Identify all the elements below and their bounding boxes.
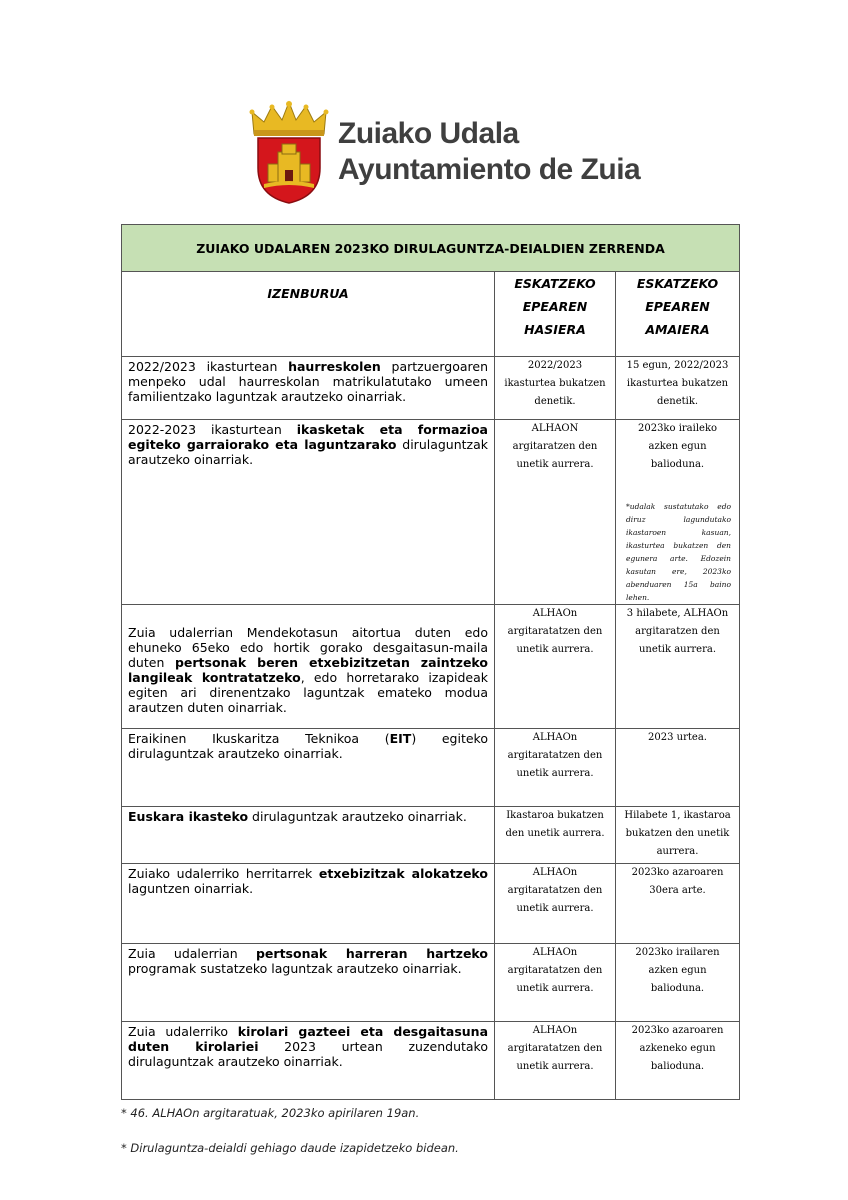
end-period: 3 hilabete, ALHAOn argitaratzen den unetik aurrera. (616, 605, 740, 729)
start-period: ALHAOn argitaratatzen den unetik aurrera. (495, 1022, 616, 1100)
column-header-end: ESKATZEKO EPEAREN AMAIERA (616, 272, 740, 357)
start-period: ALHAOn argitaratatzen den unetik aurrera. (495, 729, 616, 807)
table-row (122, 357, 740, 420)
end-period: 15 egun, 2022/2023 ikasturtea bukatzen denetik. (616, 357, 740, 420)
grant-description: Zuia udalerriko kirolari gazteei eta desgaitasuna duten kirolariei 2023 urtean zuzendutako dirulaguntzak arautzeko oinarriak. (122, 1022, 495, 1100)
start-period: 2022/2023 ikasturtea bukatzen denetik. (495, 357, 616, 420)
start-period: ALHAOn argitaratatzen den unetik aurrera. (495, 864, 616, 944)
brand-text (338, 116, 640, 188)
end-period: Hilabete 1, ikastaroa bukatzen den unetik aurrera. (616, 807, 740, 864)
start-period: ALHAON argitaratzen den unetik aurrera. (495, 420, 616, 605)
org-name-spanish: Ayuntamiento de Zuia (338, 153, 641, 186)
footnote-publication: * 46. ALHAOn argitaratuak, 2023ko apirilaren 19an. (121, 1106, 420, 1120)
grant-description: Zuiako udalerriko herritarrek etxebizitzak alokatzeko laguntzen oinarriak. (122, 864, 495, 944)
table-row (122, 420, 740, 605)
end-period: 2023 urtea. (616, 729, 740, 807)
table-row (122, 729, 740, 807)
start-period: ALHAOn argitaratatzen den unetik aurrera. (495, 605, 616, 729)
grant-description: 2022/2023 ikasturtean haurreskolen partzuergoaren menpeko udal haurreskolan matrikulatutako umeen familientzako laguntzak arautzeko oinarriak. (122, 357, 495, 420)
municipal-logo (248, 100, 641, 204)
end-period: 2023ko azaroaren azkeneko egun balioduna. (616, 1022, 740, 1100)
end-period: 2023ko irailaren azken egun balioduna. (616, 944, 740, 1022)
grant-description: Euskara ikasteko dirulaguntzak arautzeko oinarriak. (122, 807, 495, 864)
org-name-basque: Zuiako Udala (338, 117, 519, 150)
end-period: 2023ko azaroaren 30era arte. (616, 864, 740, 944)
grant-description: 2022-2023 ikasturtean ikasketak eta formazioa egiteko garraiorako eta laguntzarako dirulaguntzak arautzeko oinarriak. (122, 420, 495, 605)
start-period: ALHAOn argitaratatzen den unetik aurrera. (495, 944, 616, 1022)
grant-description: Eraikinen Ikuskaritza Teknikoa (EIT) egiteko dirulaguntzak arautzeko oinarriak. (122, 729, 495, 807)
table-row (122, 864, 740, 944)
column-header-title: IZENBURUA (122, 272, 495, 357)
table-row (122, 807, 740, 864)
coat-of-arms-icon (248, 100, 330, 204)
end-period: 2023ko iraileko azken egun balioduna. *udalak sustatutako edo diruz lagundutako ikastaroen kasuan, ikasturtea bukatzen den egunera arte. Edozein kasutan ere, 2023ko abenduaren 15a baino lehen. (616, 420, 740, 605)
table-row (122, 944, 740, 1022)
end-period-note: *udalak sustatutako edo diruz lagundutako ikastaroen kasuan, ikasturtea bukatzen den egunera arte. Edozein kasutan ere, 2023ko abenduaren 15a baino lehen. (626, 502, 732, 602)
table-title: ZUIAKO UDALAREN 2023KO DIRULAGUNTZA-DEIALDIEN ZERRENDA (122, 225, 740, 272)
footnote-more-calls: * Dirulaguntza-deialdi gehiago daude izapidetzeko bidean. (121, 1141, 459, 1155)
grant-description: Zuia udalerrian Mendekotasun aitortua duten edo ehuneko 65eko edo hortik gorako desgaitasun-maila duten pertsonak beren etxebizitzetan zaintzeko langileak kontratatzeko, edo horretarako izapideak egiten ari direnentzako laguntzak emateko modua arautzen duten oinarriak. (122, 605, 495, 729)
grants-table (121, 224, 740, 1100)
column-header-start: ESKATZEKO EPEAREN HASIERA (495, 272, 616, 357)
start-period: Ikastaroa bukatzen den unetik aurrera. (495, 807, 616, 864)
table-row (122, 1022, 740, 1100)
grant-description: Zuia udalerrian pertsonak harreran hartzeko programak sustatzeko laguntzak arautzeko oinarriak. (122, 944, 495, 1022)
table-row (122, 605, 740, 729)
